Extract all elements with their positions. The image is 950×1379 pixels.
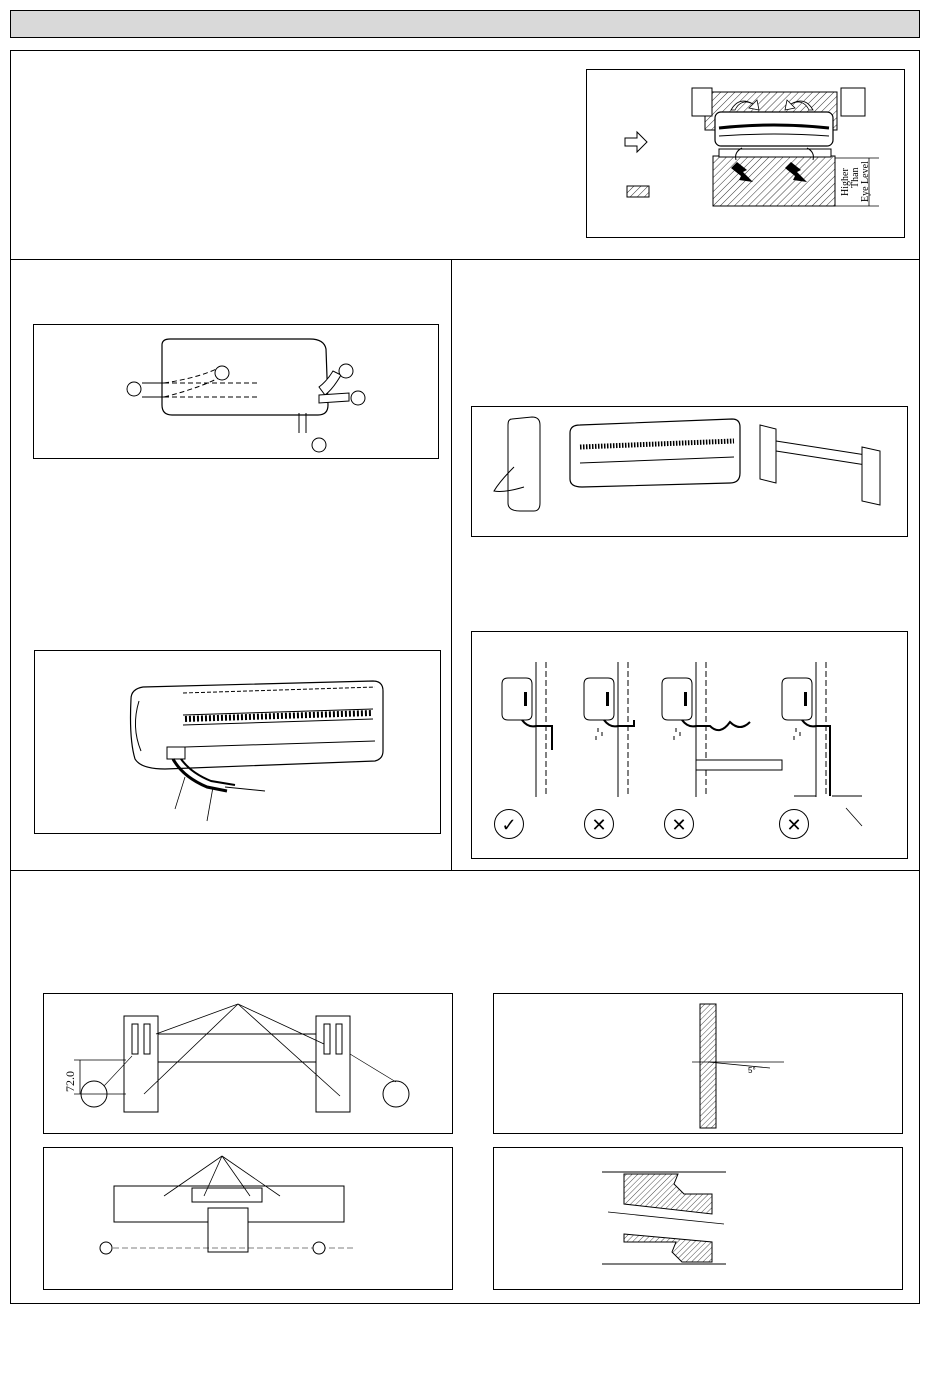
wall-tilt-diagram <box>494 994 904 1135</box>
piping-direction-diagram <box>34 325 440 460</box>
indoor-unit-top-view <box>715 112 833 146</box>
location-section <box>10 50 920 260</box>
correct-check-icon: ✓ <box>494 809 524 839</box>
wrong-x-icon-1: ✕ <box>584 809 614 839</box>
higher-label: Higher <box>840 168 851 196</box>
mounting-plate-figure-a <box>43 993 453 1134</box>
mounting-plate-a-diagram <box>44 994 454 1135</box>
wrong-x-icon-3: ✕ <box>779 809 809 839</box>
floor-obstacle <box>713 156 835 206</box>
mounting-plate-b-diagram <box>44 1148 454 1291</box>
drain-slope-figure <box>471 631 908 859</box>
piping-direction-figure <box>33 324 439 459</box>
wall-hole-figure <box>493 1147 903 1290</box>
airflow-legend-arrow-icon <box>625 132 647 152</box>
section-header-bar <box>10 10 920 38</box>
unit-exploded-diagram <box>472 407 909 538</box>
indoor-unit-back-figure <box>34 650 441 834</box>
wall-hole-diagram <box>494 1148 904 1291</box>
indoor-unit-back-diagram <box>35 651 442 835</box>
drain-variant-4 <box>782 662 862 826</box>
than-label: Than <box>850 167 861 188</box>
tilt-angle-label: 5° <box>748 1066 756 1075</box>
wrong-x-icon-2: ✕ <box>664 809 694 839</box>
eye-level-label: Eye Level <box>860 161 871 202</box>
location-figure <box>586 69 905 238</box>
drain-variant-3 <box>662 662 782 797</box>
obstacle-legend-swatch <box>627 186 649 197</box>
wall-tilt-figure <box>493 993 903 1134</box>
mounting-dimension-label: 72.0 <box>63 1071 77 1092</box>
mounting-section <box>10 870 920 1304</box>
drain-variant-2 <box>584 662 634 797</box>
location-diagram <box>587 70 906 239</box>
drain-variant-1 <box>502 662 552 797</box>
piping-section <box>10 259 452 871</box>
mounting-plate-figure-b <box>43 1147 453 1290</box>
drain-section <box>451 259 920 871</box>
unit-exploded-figure <box>471 406 908 537</box>
